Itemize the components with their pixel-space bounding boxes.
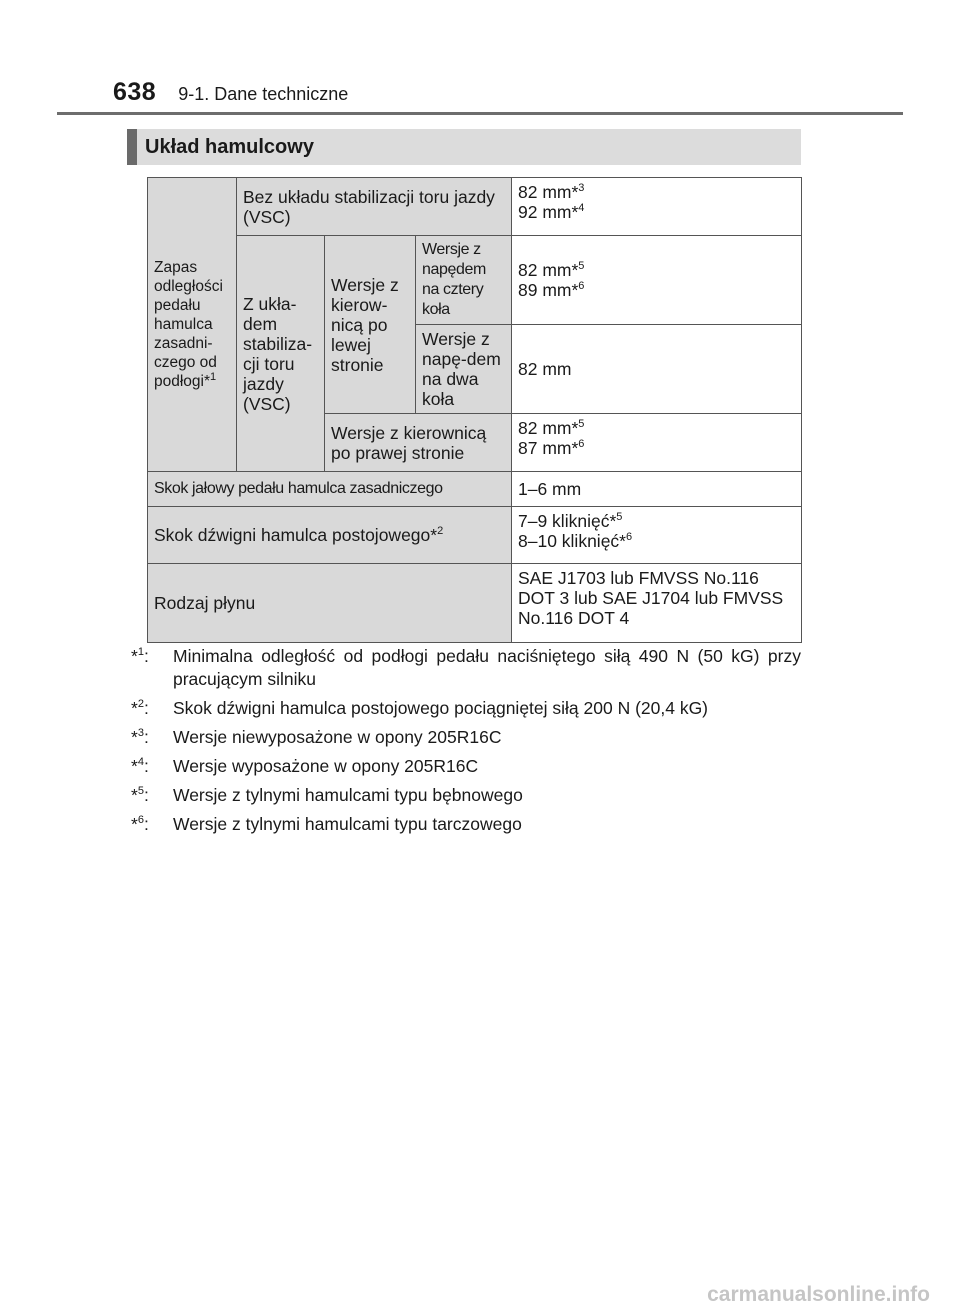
rhd-label: Wersje z kierownicą po prawej stronie [331, 422, 487, 463]
fluid-value-cell [512, 564, 802, 643]
footnote-item [131, 755, 801, 778]
footnote-text: Skok dźwigni hamulca postojowego pociągniętej siłą 200 N (20,4 kG) [173, 698, 709, 718]
footnote-number: 5 [137, 785, 144, 798]
chapter-title: 9-1. Dane techniczne [178, 84, 349, 104]
no-vsc-value-1: 82 mm* [518, 182, 579, 202]
footnote-item [131, 697, 801, 720]
footnotes [131, 645, 801, 842]
vsc-label-cell [237, 236, 325, 472]
fluid-label-cell [148, 564, 512, 643]
footnote-number: 3 [137, 727, 144, 740]
footnote-mark: *$^1$: [131, 646, 149, 666]
awd-value-cell [512, 236, 802, 325]
vsc-label: Z ukła-dem stabiliza-cji toru jazdy (VSC) [243, 293, 313, 414]
section-title [127, 129, 801, 165]
footnote-item [131, 813, 801, 836]
awd-value-1: 82 mm* [518, 260, 579, 280]
awd-sup-2: 6 [578, 280, 585, 293]
footnote-item [131, 726, 801, 749]
rhd-sup-2: 6 [578, 438, 585, 451]
watermark: carmanualsonline.info [707, 1283, 930, 1306]
footnote-number: 1 [137, 646, 144, 659]
awd-label-cell [416, 236, 512, 325]
parking-label-cell [148, 507, 512, 564]
awd-sup-1: 5 [578, 260, 585, 273]
free-play-label: Skok jałowy pedału hamulca zasadniczego [154, 480, 443, 497]
no-vsc-label-cell [237, 178, 512, 236]
footnote-mark: *$^4$: [131, 756, 149, 776]
footnote-text: Wersje wyposażone w opony 205R16C [173, 756, 479, 776]
parking-value-cell [512, 507, 802, 564]
rhd-value-cell [512, 414, 802, 472]
header-divider [57, 112, 903, 115]
footnote-number: 2 [137, 698, 144, 711]
footnote-mark: *$^6$: [131, 814, 149, 834]
rhd-sup-1: 5 [578, 418, 585, 431]
page-number: 638 [113, 78, 157, 106]
fluid-label: Rodzaj płynu [154, 593, 256, 613]
footnote-number: 6 [137, 814, 144, 827]
footnote-text: Wersje niewyposażone w opony 205R16C [173, 727, 502, 747]
footnote-mark: *$^2$: [131, 698, 149, 718]
parking-sup-1: 5 [616, 511, 623, 524]
rhd-value-2: 87 mm* [518, 438, 579, 458]
parking-sup-2: 6 [625, 531, 633, 544]
twd-value: 82 mm [518, 359, 572, 379]
parking-label: Skok dźwigni hamulca postojowego* [154, 525, 438, 545]
footnote-text: Minimalna odległość od podłogi pedału naciśniętego siłą 490 N (50 kG) przy pracującym silniku [173, 646, 801, 689]
footnote-item [131, 784, 801, 807]
footnote-text: Wersje z tylnymi hamulcami typu tarczowego [173, 814, 522, 834]
no-vsc-value-cell [512, 178, 802, 236]
brake-spec-table [147, 177, 802, 643]
rhd-label-cell [325, 414, 512, 472]
footnote-item [131, 645, 801, 691]
clearance-label-cell [148, 178, 237, 472]
lhd-label-cell [325, 236, 416, 414]
section-title-text: Układ hamulcowy [145, 135, 314, 158]
awd-label: Wersje z napędem na cztery koła [422, 241, 486, 318]
no-vsc-sup-1: 3 [578, 182, 585, 195]
no-vsc-value-2: 92 mm* [518, 202, 579, 222]
twd-label-cell [416, 325, 512, 414]
clearance-label: Zapas odległości pedału hamulca zasadni-czego od podłogi* [154, 259, 223, 390]
no-vsc-sup-2: 4 [578, 202, 585, 215]
parking-value-2: 8–10 kliknięć* [518, 531, 626, 551]
lhd-label: Wersje z kierow-nicą po lewej stronie [331, 274, 399, 375]
footnote-mark: *$^5$: [131, 785, 149, 805]
footnote-text: Wersje z tylnymi hamulcami typu bębnowego [173, 785, 523, 805]
parking-sup: 2 [437, 525, 444, 538]
awd-value-2: 89 mm* [518, 280, 579, 300]
free-play-value-cell [512, 472, 802, 507]
free-play-value: 1–6 mm [518, 479, 582, 499]
twd-value-cell [512, 325, 802, 414]
parking-value-1: 7–9 kliknięć* [518, 511, 617, 531]
page-header [113, 78, 348, 112]
footnote-mark: *$^3$: [131, 727, 149, 747]
no-vsc-label: Bez układu stabilizacji toru jazdy (VSC) [243, 186, 495, 227]
fluid-value: SAE J1703 lub FMVSS No.116 DOT 3 lub SAE J1704 lub FMVSS No.116 DOT 4 [518, 568, 784, 628]
free-play-label-cell [148, 472, 512, 507]
footnote-number: 4 [137, 756, 144, 769]
clearance-sup: 1 [210, 370, 217, 383]
twd-label: Wersje z napę-dem na dwa koła [422, 329, 501, 409]
rhd-value-1: 82 mm* [518, 418, 579, 438]
